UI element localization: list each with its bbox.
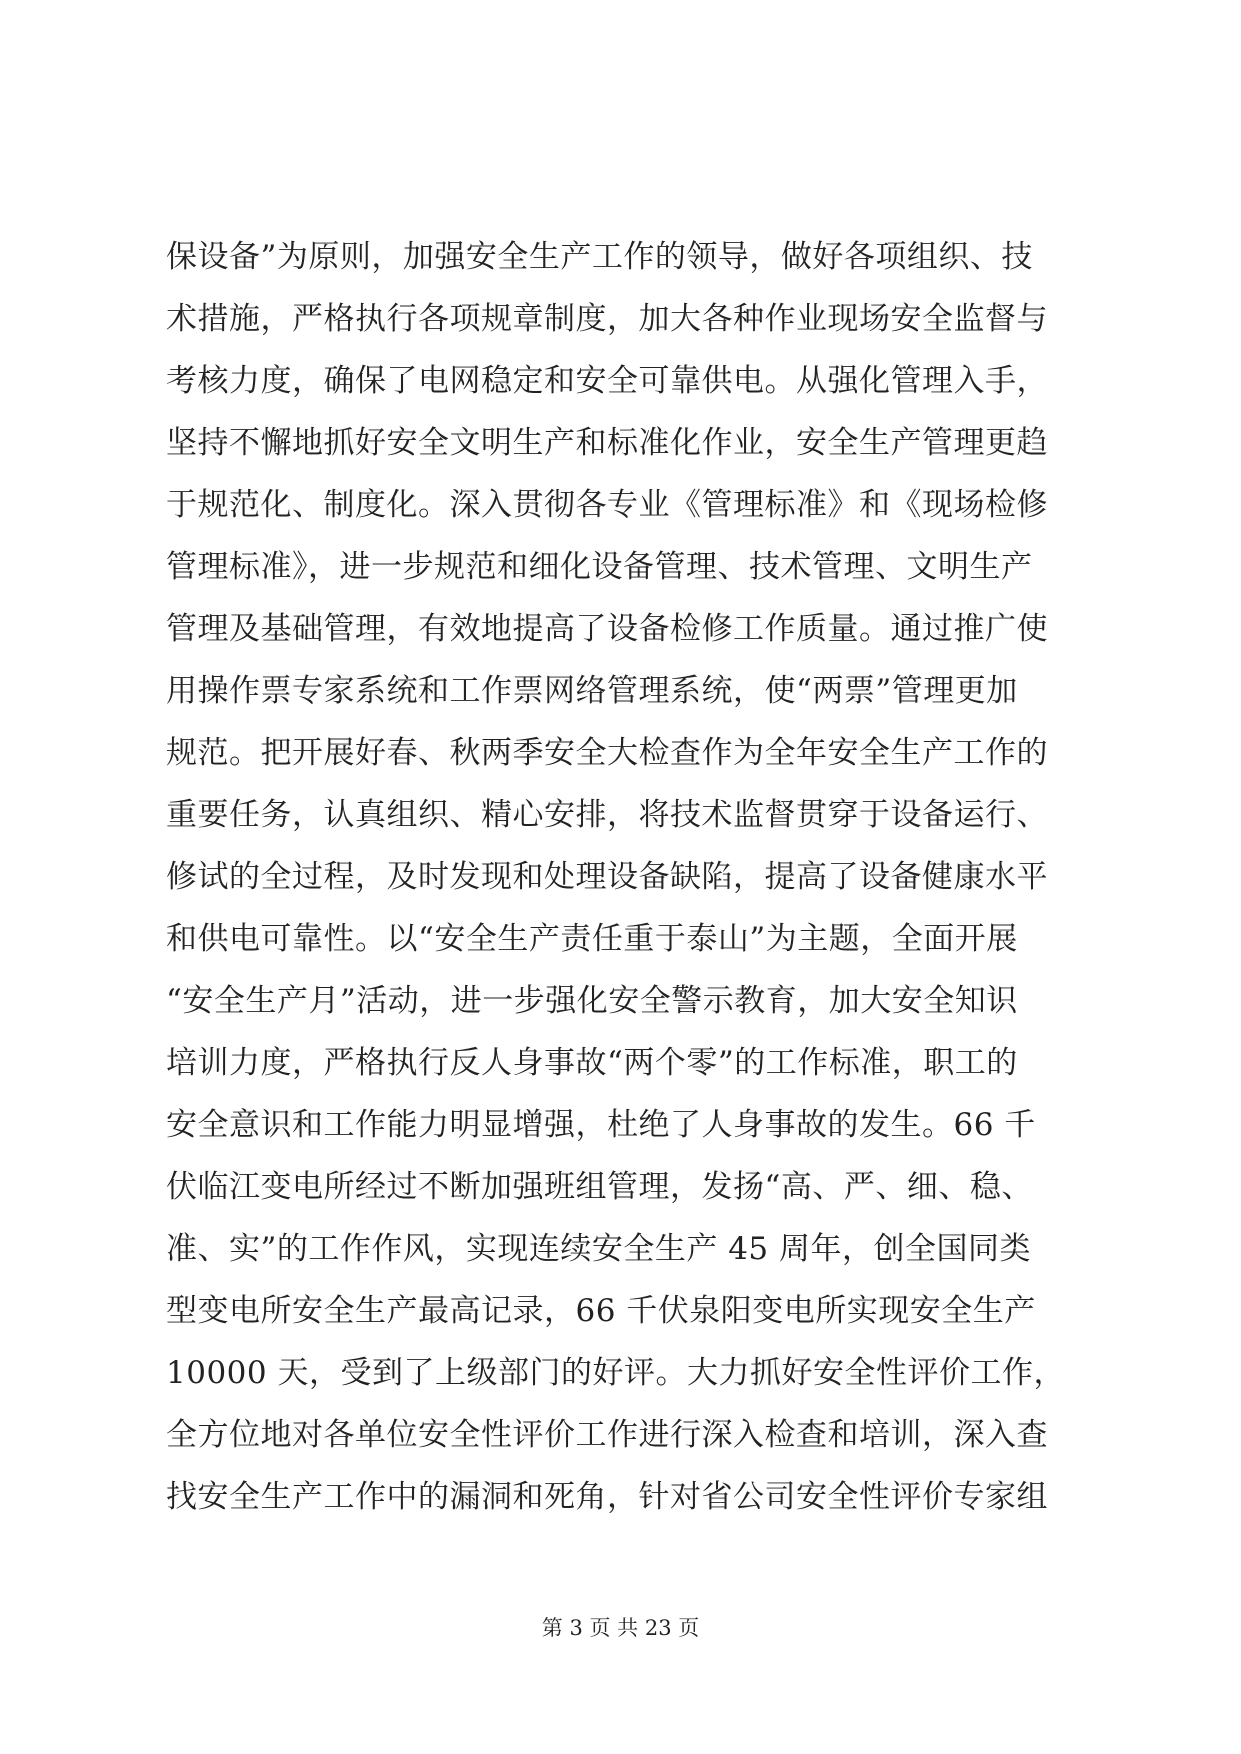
text-line: 型变电所安全生产最高记录，66 千伏泉阳变电所实现安全生产 (166, 1293, 1036, 1329)
text-line: 保设备”为原则，加强安全生产工作的领导，做好各项组织、技 (166, 239, 1033, 275)
body-text (166, 226, 1086, 1528)
text-line: 坚持不懈地抓好安全文明生产和标准化作业，安全生产管理更趋 (166, 425, 1048, 461)
text-line: 安全意识和工作能力明显增强，杜绝了人身事故的发生。66 千 (166, 1107, 1036, 1143)
text-line: 找安全生产工作中的漏洞和死角，针对省公司安全性评价专家组 (166, 1479, 1048, 1515)
text-line: 准、实”的工作作风，实现连续安全生产 45 周年，创全国同类 (166, 1231, 1031, 1267)
text-line: 规范。把开展好春、秋两季安全大检查作为全年安全生产工作的 (166, 735, 1048, 771)
text-line: 伏临江变电所经过不断加强班组管理，发扬“高、严、细、稳、 (166, 1169, 1033, 1205)
text-line: 重要任务，认真组织、精心安排，将技术监督贯穿于设备运行、 (166, 797, 1048, 833)
text-line: 全方位地对各单位安全性评价工作进行深入检查和培训，深入查 (166, 1417, 1048, 1453)
text-line: 管理及基础管理，有效地提高了设备检修工作质量。通过推广使 (166, 611, 1048, 647)
text-line: 术措施，严格执行各项规章制度，加大各种作业现场安全监督与 (166, 301, 1048, 337)
page-number-footer: 第 3 页 共 23 页 (541, 1616, 700, 1640)
text-line: 培训力度，严格执行反人身事故“两个零”的工作标准，职工的 (166, 1045, 1018, 1081)
text-line: 用操作票专家系统和工作票网络管理系统，使“两票”管理更加 (166, 673, 1018, 709)
text-line: 修试的全过程，及时发现和处理设备缺陷，提高了设备健康水平 (166, 859, 1048, 895)
text-line: 管理标准》，进一步规范和细化设备管理、技术管理、文明生产 (166, 549, 1033, 585)
text-line: “安全生产月”活动，进一步强化安全警示教育，加大安全知识 (166, 983, 1018, 1019)
text-line: 和供电可靠性。以“安全生产责任重于泰山”为主题，全面开展 (166, 921, 1018, 957)
text-line: 考核力度，确保了电网稳定和安全可靠供电。从强化管理入手， (166, 363, 1048, 399)
text-line: 10000 天，受到了上级部门的好评。大力抓好安全性评价工作， (166, 1355, 1065, 1391)
text-line: 于规范化、制度化。深入贯彻各专业《管理标准》和《现场检修 (166, 487, 1048, 523)
